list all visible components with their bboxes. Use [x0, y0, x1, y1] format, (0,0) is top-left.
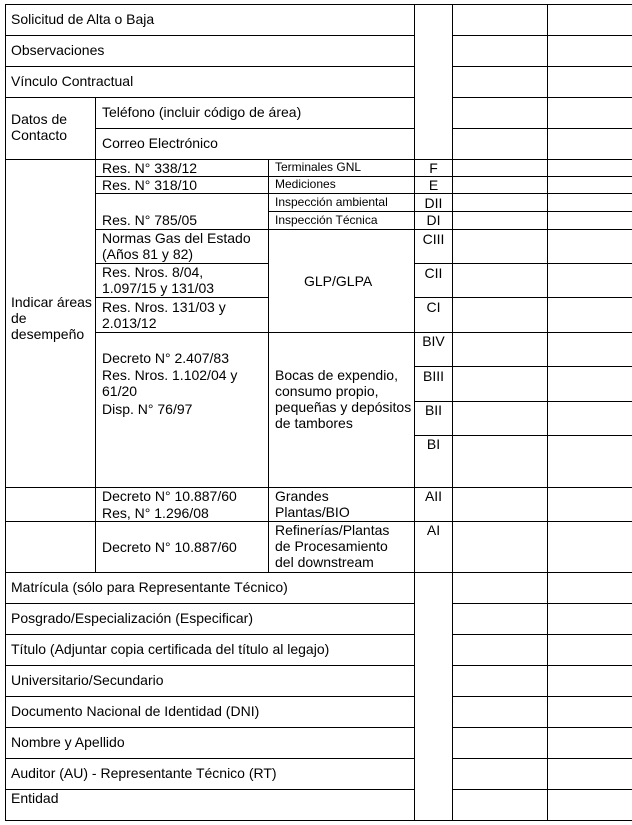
dni-label: Documento Nacional de Identidad (DNI) [11, 703, 260, 719]
grid-line [452, 366, 632, 367]
grid-line [95, 297, 268, 298]
grid-line [452, 603, 632, 604]
grid-line [547, 4, 548, 821]
grid-line [268, 159, 269, 572]
bocas-area-label: Bocas de expendio, consumo propio, pequeñas y depósitos de tambores [275, 367, 412, 431]
universitario-label: Universitario/Secundario [11, 672, 164, 688]
decreto-10887-refinerias-label: Decreto N° 10.887/60 [102, 539, 237, 555]
grid-line [452, 4, 453, 821]
grid-line [452, 263, 632, 264]
disp-76-label: Disp. N° 76/97 [102, 401, 193, 417]
grid-line [414, 366, 452, 367]
grid-line [452, 696, 632, 697]
correo-label: Correo Electrónico [102, 135, 218, 151]
grid-line [95, 193, 414, 194]
res-785-label: Res. N° 785/05 [102, 212, 198, 228]
nombre-label: Nombre y Apellido [11, 734, 125, 750]
grid-line [5, 665, 414, 666]
grid-line [414, 193, 632, 194]
code-biv: BIV [422, 333, 445, 349]
inspeccion-tecnica-label: Inspección Técnica [275, 213, 378, 227]
res-8-04-label: Res. Nros. 8/04, 1.097/15 y 131/03 [102, 264, 215, 296]
grid-line [5, 572, 414, 573]
grid-line [452, 35, 632, 36]
grid-line [5, 696, 414, 697]
grid-line [5, 820, 632, 821]
grid-line [5, 789, 414, 790]
telefono-label: Teléfono (incluir código de área) [102, 104, 302, 120]
posgrado-label: Posgrado/Especialización (Especificar) [11, 610, 253, 626]
res-1296-label: Res, N° 1.296/08 [102, 505, 209, 521]
titulo-label: Título (Adjuntar copia certificada del título al legajo) [11, 641, 330, 657]
res-1102-label: Res. Nros. 1.102/04 y 61/20 [102, 367, 238, 399]
code-bi: BI [426, 436, 441, 452]
code-bii: BII [424, 402, 443, 418]
code-ai: AI [426, 522, 441, 538]
code-f: F [429, 160, 438, 176]
grid-line [268, 211, 414, 212]
grid-line [452, 97, 632, 98]
mediciones-label: Mediciones [275, 177, 336, 191]
inspeccion-ambiental-label: Inspección ambiental [275, 195, 388, 209]
decreto-2407-label: Decreto N° 2.407/83 [102, 350, 230, 366]
grid-line [414, 229, 632, 230]
grid-line [5, 66, 414, 67]
grid-line [414, 572, 632, 573]
grid-line [452, 401, 632, 402]
code-biii: BIII [422, 368, 444, 384]
refinerias-label: Refinerías/Plantas de Procesamiento del downstream [275, 522, 390, 570]
code-ciii: CIII [422, 231, 445, 247]
res-338-label: Res. N° 338/12 [102, 160, 198, 176]
code-aii: AII [424, 488, 443, 504]
grid-line [5, 727, 414, 728]
vinculo-label: Vínculo Contractual [11, 73, 134, 89]
glp-area-label: GLP/GLPA [304, 273, 373, 289]
areas-label: Indicar áreas de desempeño [11, 294, 92, 342]
grid-line [414, 297, 452, 298]
grid-line [5, 97, 414, 98]
grid-line [452, 435, 632, 436]
grid-line [5, 35, 414, 36]
terminales-gnl-label: Terminales GNL [275, 160, 362, 174]
code-cii: CII [424, 265, 443, 281]
grid-line [452, 66, 632, 67]
grid-line [452, 634, 632, 635]
grid-line [414, 263, 452, 264]
grid-line [95, 128, 414, 129]
datos-contacto-label: Datos de Contacto [11, 111, 68, 143]
grid-line [452, 297, 632, 298]
code-di: DI [426, 212, 441, 228]
code-ci: CI [426, 299, 441, 315]
entidad-label: Entidad [11, 790, 59, 806]
matricula-label: Matrícula (sólo para Representante Técnico) [11, 579, 288, 595]
observaciones-label: Observaciones [11, 42, 105, 58]
grandes-plantas-label: Grandes Plantas/BIO [275, 488, 350, 520]
res-131-03-label: Res. Nros. 131/03 y 2.013/12 [102, 299, 226, 331]
grid-line [95, 332, 414, 333]
decreto-10887-label: Decreto N° 10.887/60 [102, 488, 237, 504]
grid-line [5, 603, 414, 604]
grid-line [452, 727, 632, 728]
grid-line [5, 4, 6, 821]
grid-line [5, 758, 414, 759]
grid-line [452, 789, 632, 790]
normas-gas-label: Normas Gas del Estado (Años 81 y 82) [102, 230, 251, 262]
grid-line [5, 634, 414, 635]
solicitud-label: Solicitud de Alta o Baja [11, 11, 155, 27]
auditor-label: Auditor (AU) - Representante Técnico (RT) [11, 765, 277, 781]
grid-line [452, 665, 632, 666]
grid-line [452, 128, 632, 129]
res-318-label: Res. N° 318/10 [102, 177, 198, 193]
grid-line [452, 758, 632, 759]
code-dii: DII [424, 195, 443, 211]
grid-line [95, 97, 96, 159]
grid-line [5, 4, 632, 5]
code-e: E [428, 177, 439, 193]
grid-line [95, 159, 96, 572]
